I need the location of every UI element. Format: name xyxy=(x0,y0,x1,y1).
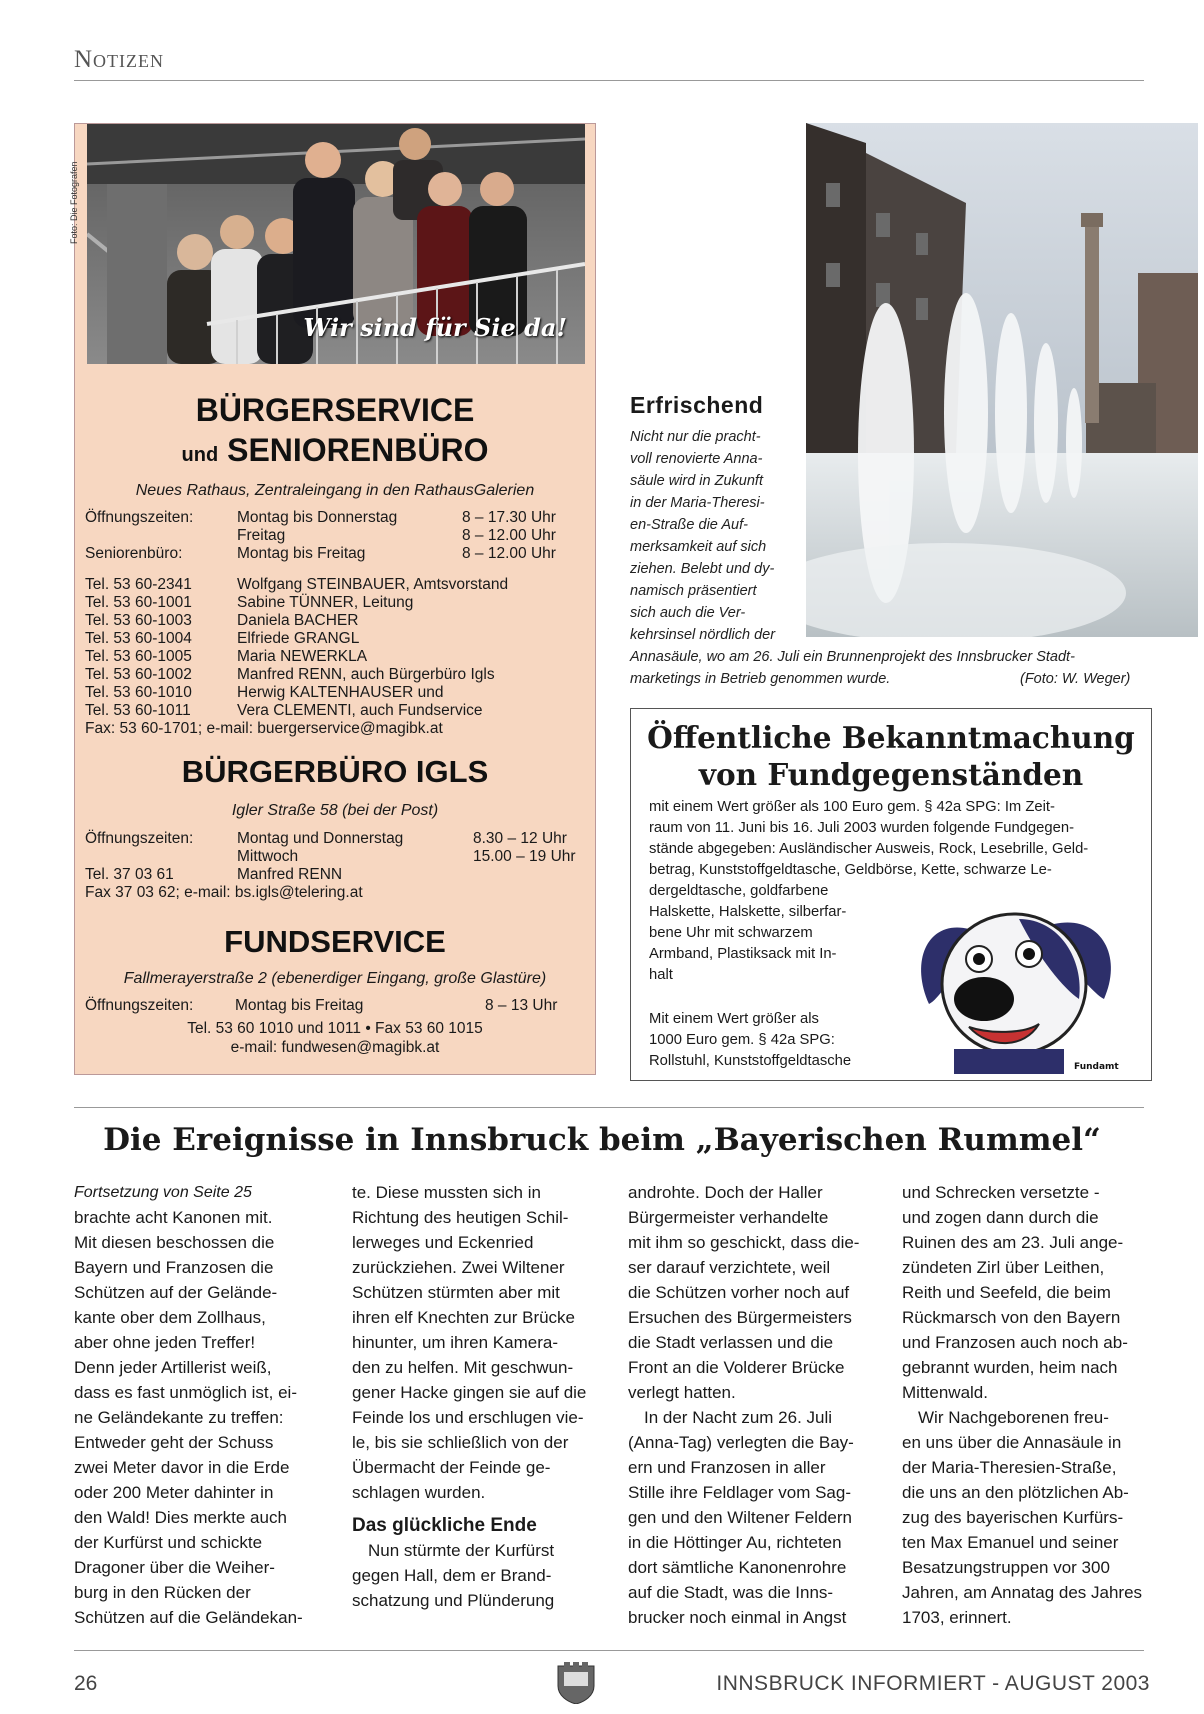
article-column-1 xyxy=(74,1180,324,1630)
caption-line: namisch präsentiert xyxy=(630,583,757,599)
continuation-note: Fortsetzung von Seite 25 xyxy=(74,1184,252,1201)
hours-days: Mittwoch xyxy=(237,848,299,865)
hours-label: Öffnungszeiten: xyxy=(85,509,194,526)
header-rule xyxy=(74,80,1144,81)
section-title: Notizen xyxy=(74,46,165,73)
publication-title: INNSBRUCK INFORMIERT - AUGUST 2003 xyxy=(716,1672,1150,1695)
caption-line: voll renovierte Anna- xyxy=(630,451,763,467)
hours-label xyxy=(85,527,237,545)
article-line: zug des bayerischen Kurfürs- xyxy=(902,1508,1124,1527)
igls-info xyxy=(85,830,576,902)
article-line: mit ihm so geschickt, dass die- xyxy=(628,1233,860,1252)
contact-row xyxy=(85,648,508,666)
article-line: Schützen auf die Geländekan- xyxy=(74,1608,303,1627)
article-line: dort sämtliche Kanonenrohre xyxy=(628,1558,847,1577)
fund-tel: Tel. 53 60 1010 und 1011 • Fax 53 60 1015 xyxy=(187,1020,483,1037)
notice-line: Mit einem Wert größer als xyxy=(649,1011,819,1027)
contact-name: Sabine TÜNNER, Leitung xyxy=(237,594,414,611)
seniorenbuero-title xyxy=(75,432,595,469)
igls-tel: Tel. 37 03 61 xyxy=(85,866,174,883)
article-line: schlagen wurden. xyxy=(352,1483,486,1502)
contact-name: Vera CLEMENTI, auch Fundservice xyxy=(237,702,483,719)
article-line: und Schrecken versetzte - xyxy=(902,1183,1100,1202)
article-line: le, bis sie schließlich von der xyxy=(352,1433,569,1452)
article-line: Schützen auf der Gelände- xyxy=(74,1283,278,1302)
contact-row xyxy=(85,612,508,630)
hours-days: Freitag xyxy=(237,527,286,544)
contact-tel: Tel. 53 60-1004 xyxy=(85,630,192,647)
article-line: dass es fast unmöglich ist, ei- xyxy=(74,1383,297,1402)
article-line: ern und Franzosen in aller xyxy=(628,1458,826,1477)
article-column-2 xyxy=(352,1180,602,1613)
caption-line: sich auch die Ver- xyxy=(630,605,746,621)
spacer xyxy=(352,1505,602,1513)
hours-time: 15.00 – 19 Uhr xyxy=(473,848,576,865)
article-line: brachte acht Kanonen mit. xyxy=(74,1208,273,1227)
article-title: Die Ereignisse in Innsbruck beim „Bayerischen Rummel“ xyxy=(103,1122,1101,1158)
contact-row xyxy=(85,594,508,612)
caption-line: säule wird in Zukunft xyxy=(630,473,763,489)
caption-credit: (Foto: W. Weger) xyxy=(1020,671,1131,687)
contacts-list xyxy=(85,576,508,738)
seniorenbuero-label: SENIORENBÜRO xyxy=(227,432,489,468)
hours-row xyxy=(85,509,556,527)
article-line: schatzung und Plünderung xyxy=(352,1591,555,1610)
hours-row xyxy=(85,527,556,545)
article-line: ser darauf verzichtete, weil xyxy=(628,1258,831,1277)
article-line: auf die Stadt, was die Inns- xyxy=(628,1583,834,1602)
caption-line: en-Straße die Auf- xyxy=(630,517,748,533)
article-line: Entweder geht der Schuss xyxy=(74,1433,274,1452)
fountain-photo xyxy=(806,123,1198,637)
notice-line: raum von 11. Juni bis 16. Juli 2003 wurden folgende Fundgegen- xyxy=(649,820,1075,836)
article-line: Besatzungstruppen vor 300 xyxy=(902,1558,1110,1577)
igls-tel-row xyxy=(85,866,576,884)
caption-line: marketings in Betrieb genommen wurde. xyxy=(630,671,891,687)
article-line: Dragoner über die Weiher- xyxy=(74,1558,275,1577)
article-line: burg in den Rücken der xyxy=(74,1583,251,1602)
article-line: gebrannt wurden, heim nach xyxy=(902,1358,1118,1377)
article-line: Denn jeder Artillerist weiß, xyxy=(74,1358,272,1377)
article-line: und zogen dann durch die xyxy=(902,1208,1099,1227)
contact-tel: Tel. 53 60-1010 xyxy=(85,684,192,701)
article-line: Rückmarsch von den Bayern xyxy=(902,1308,1121,1327)
article-line: und Franzosen auch noch ab- xyxy=(902,1333,1128,1352)
notice-line: betrag, Kunststoffgeldtasche, Geldbörse, Kette, schwarze Le- xyxy=(649,862,1052,878)
article-line: Stille ihre Feldlager vom Sag- xyxy=(628,1483,851,1502)
fund-email: e-mail: fundwesen@magibk.at xyxy=(230,1039,440,1056)
article-line: Bayern und Franzosen die xyxy=(74,1258,274,1277)
article-line: der Maria-Theresien-Straße, xyxy=(902,1458,1117,1477)
igls-hours-row xyxy=(85,830,576,848)
article-line: androhte. Doch der Haller xyxy=(628,1183,823,1202)
article-line: en uns über die Annasäule in xyxy=(902,1433,1122,1452)
footer-rule xyxy=(74,1650,1144,1651)
notice-line: Rollstuhl, Kunststoffgeldtasche xyxy=(649,1053,852,1069)
buergerservice-title: BÜRGERSERVICE xyxy=(195,392,475,428)
contact-tel: Tel. 53 60-1003 xyxy=(85,612,192,629)
service-box xyxy=(69,123,596,1075)
article-line: den zu helfen. Mit geschwun- xyxy=(352,1358,574,1377)
article-line: verlegt hatten. xyxy=(628,1383,736,1402)
notice-title-line1: Öffentliche Bekanntmachung xyxy=(647,720,1135,755)
notice-box xyxy=(630,708,1152,1081)
photo-credit: Foto: Die Fotografen xyxy=(69,161,79,244)
fountain-heading: Erfrischend xyxy=(630,392,764,418)
fund-hours-label: Öffnungszeiten: xyxy=(85,997,194,1014)
article-line: gegen Hall, dem er Brand- xyxy=(352,1566,552,1585)
notice-line: dergeldtasche, goldfarbene xyxy=(649,883,829,899)
notice-title-line2: von Fundgegenständen xyxy=(698,757,1084,792)
article-line: Bürgermeister verhandelte xyxy=(628,1208,829,1227)
contact-name: Herwig KALTENHAUSER und xyxy=(237,684,444,701)
article-line: ten Max Emanuel und seiner xyxy=(902,1533,1119,1552)
contact-name: Elfriede GRANGL xyxy=(237,630,360,647)
contact-tel: Tel. 53 60-2341 xyxy=(85,576,192,593)
article-line: Front an die Volderer Brücke xyxy=(628,1358,845,1377)
contact-row xyxy=(85,702,508,720)
contact-name: Wolfgang STEINBAUER, Amtsvorstand xyxy=(237,576,509,593)
igls-title: BÜRGERBÜRO IGLS xyxy=(181,754,489,789)
contact-tel: Tel. 53 60-1011 xyxy=(85,702,191,719)
article-line: hinunter, um ihren Kamera- xyxy=(352,1333,558,1352)
dog-label: Fundamt xyxy=(1074,1062,1119,1072)
hours-time: 8 – 12.00 Uhr xyxy=(462,545,556,562)
contact-tel: Tel. 53 60-1001 xyxy=(85,594,192,611)
article-line: ne Geländekante zu treffen: xyxy=(74,1408,284,1427)
contact-row xyxy=(85,684,508,702)
fund-hours-days: Montag bis Freitag xyxy=(235,997,364,1014)
article-line: (Anna-Tag) verlegten die Bay- xyxy=(628,1433,854,1452)
article-line: zündeten Zirl über Leithen, xyxy=(902,1258,1105,1277)
city-crest-icon xyxy=(556,1660,596,1704)
hours-time: 8 – 17.30 Uhr xyxy=(462,509,556,526)
article-line: Feinde los und erschlugen vie- xyxy=(352,1408,584,1427)
notice-line: bene Uhr mit schwarzem xyxy=(649,925,813,941)
contact-tel: Tel. 53 60-1005 xyxy=(85,648,192,665)
article-line: zwei Meter davor in die Erde xyxy=(74,1458,290,1477)
caption-line: Nicht nur die pracht- xyxy=(630,429,761,445)
article-line: die Schützen vorher noch auf xyxy=(628,1283,850,1302)
contact-row xyxy=(85,630,508,648)
photo-caption: Wir sind für Sie da! xyxy=(303,313,567,342)
article-line: Schützen stürmten aber mit xyxy=(352,1283,560,1302)
article-line: kante ober dem Zollhaus, xyxy=(74,1308,266,1327)
hours-days: Montag bis Donnerstag xyxy=(237,509,398,526)
fund-hours-time: 8 – 13 Uhr xyxy=(485,997,558,1014)
contact-name: Manfred RENN, auch Bürgerbüro Igls xyxy=(237,666,495,683)
hours-time: 8 – 12.00 Uhr xyxy=(462,527,556,544)
article-line: gener Hacke gingen sie auf die xyxy=(352,1383,587,1402)
article-line: Übermacht der Feinde ge- xyxy=(352,1458,551,1477)
notice-title xyxy=(631,719,1151,793)
article-column-4 xyxy=(902,1180,1152,1630)
contact-row xyxy=(85,576,508,594)
page-number: 26 xyxy=(74,1672,98,1695)
contact-row xyxy=(85,666,508,684)
article-line: te. Diese mussten sich in xyxy=(352,1183,541,1202)
article-line: Mittenwald. xyxy=(902,1383,988,1402)
notice-line: 1000 Euro gem. § 42a SPG: xyxy=(649,1032,835,1048)
igls-fax-email: Fax 37 03 62; e-mail: bs.igls@telering.at xyxy=(85,884,363,901)
notice-line: mit einem Wert größer als 100 Euro gem. § 42a SPG: Im Zeit- xyxy=(649,799,1055,815)
notice-line: stände abgegeben: Ausländischer Ausweis, Rock, Lesebrille, Geld- xyxy=(649,841,1089,857)
article-line: Nun stürmte der Kurfürst xyxy=(368,1541,555,1560)
article-line: Ruinen des am 23. Juli ange- xyxy=(902,1233,1124,1252)
service-location: Neues Rathaus, Zentraleingang in den RathausGalerien xyxy=(135,482,535,499)
article-line: Ersuchen des Bürgermeisters xyxy=(628,1308,852,1327)
fund-location: Fallmerayerstraße 2 (ebenerdiger Eingang, große Glastüre) xyxy=(123,970,547,987)
hours-label: Seniorenbüro: xyxy=(85,545,183,562)
notice-line: halt xyxy=(649,967,673,983)
notice-line: Armband, Plastiksack mit In- xyxy=(649,946,837,962)
article-line: Wir Nachgeborenen freu- xyxy=(918,1408,1109,1427)
team-photo xyxy=(87,124,585,364)
article-rule xyxy=(74,1107,1144,1108)
igls-contact: Manfred RENN xyxy=(237,866,343,883)
article-line: Mit diesen beschossen die xyxy=(74,1233,275,1252)
article-line: 1703, erinnert. xyxy=(902,1608,1012,1627)
igls-location: Igler Straße 58 (bei der Post) xyxy=(231,802,439,819)
hours-label xyxy=(85,848,237,866)
article-line: aber ohne jeden Treffer! xyxy=(74,1333,256,1352)
article-subheading: Das glückliche Ende xyxy=(352,1515,537,1536)
caption-line: Annasäule, wo am 26. Juli ein Brunnenprojekt des Innsbrucker Stadt- xyxy=(630,649,1075,665)
fund-hours-row xyxy=(85,997,557,1015)
article-line: brucker noch einmal in Angst xyxy=(628,1608,847,1627)
title-prefix: und xyxy=(181,444,219,466)
hours-label: Öffnungszeiten: xyxy=(85,830,194,847)
article-line: ihren elf Knechten zur Brücke xyxy=(352,1308,576,1327)
hours-time: 8.30 – 12 Uhr xyxy=(473,830,567,847)
caption-line: kehrsinsel nördlich der xyxy=(630,627,776,643)
caption-line: ziehen. Belebt und dy- xyxy=(630,561,775,577)
caption-line: merksamkeit auf sich xyxy=(630,539,767,555)
contact-name: Daniela BACHER xyxy=(237,612,359,629)
article-line: oder 200 Meter dahinter in xyxy=(74,1483,274,1502)
article-line: lerweges und Eckenried xyxy=(352,1233,534,1252)
caption-line: in der Maria-Theresi- xyxy=(630,495,765,511)
article-line: zurückziehen. Zwei Wiltener xyxy=(352,1258,565,1277)
article-line: Richtung des heutigen Schil- xyxy=(352,1208,569,1227)
hours-table xyxy=(85,509,556,563)
contact-tel: Tel. 53 60-1002 xyxy=(85,666,192,683)
dog-illustration xyxy=(899,899,1139,1074)
igls-hours-row xyxy=(85,848,576,866)
article-line: die uns an den plötzlichen Ab- xyxy=(902,1483,1129,1502)
hours-row xyxy=(85,545,556,563)
article-line: den Wald! Dies merkte auch xyxy=(74,1508,287,1527)
article-line: Reith und Seefeld, die beim xyxy=(902,1283,1111,1302)
service-fax-email: Fax: 53 60-1701; e-mail: buergerservice@magibk.at xyxy=(85,720,443,737)
contact-name: Maria NEWERKLA xyxy=(237,648,368,665)
hours-days: Montag bis Freitag xyxy=(237,545,366,562)
hours-days: Montag und Donnerstag xyxy=(237,830,404,847)
article-column-3 xyxy=(628,1180,878,1630)
article-line: gen und den Wiltener Feldern xyxy=(628,1508,852,1527)
article-line: in die Höttinger Au, richteten xyxy=(628,1533,842,1552)
article-line: Jahren, am Annatag des Jahres xyxy=(902,1583,1143,1602)
article-line: die Stadt verlassen und die xyxy=(628,1333,834,1352)
article-line: In der Nacht zum 26. Juli xyxy=(644,1408,833,1427)
notice-line: Halskette, Halskette, silberfar- xyxy=(649,904,847,920)
fundservice-title: FUNDSERVICE xyxy=(224,924,446,959)
article-line: der Kurfürst und schickte xyxy=(74,1533,263,1552)
